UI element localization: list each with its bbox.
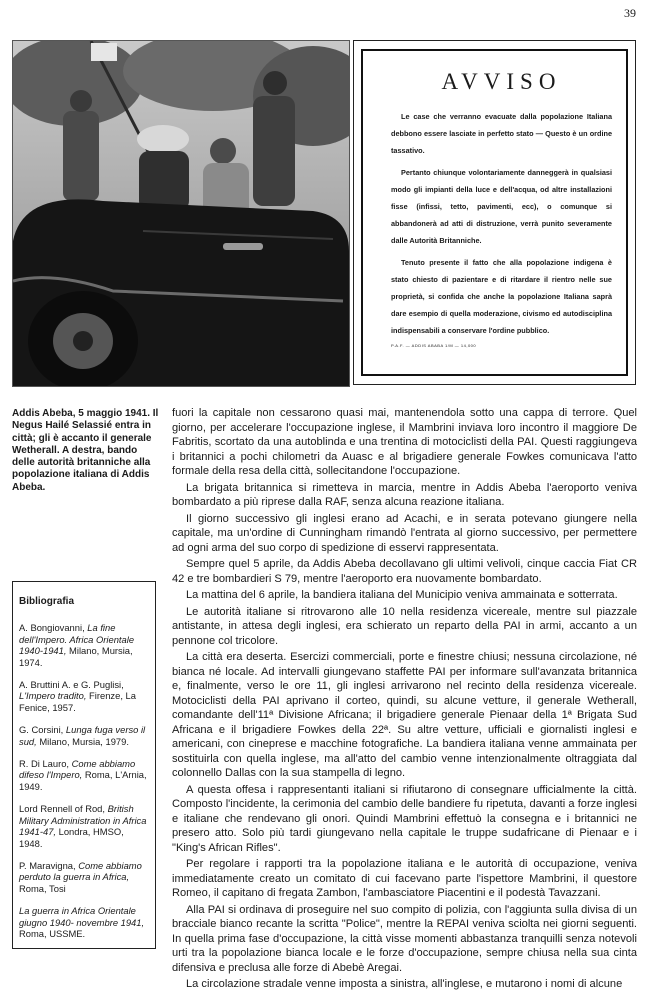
notice-frame: [361, 49, 628, 376]
notice-paragraph: Pertanto chiunque volontariamente danneggerà in qualsiasi modo gli impianti della luce e dell'acqua, od altre installazioni fisse (infissi, tetto, pavimenti, ecc), o comunque si abbandonerà ad atti di distruzione, verrà punito severamente dalle Autorità Britanniche.: [391, 168, 612, 245]
body-paragraph: A questa offesa i rappresentanti italiani si rifiutarono di consegnare ufficialmente la città. Composto l'incidente, la cerimonia del cambio delle bandiere fu ripetuta, davanti a forze inglesi e italiane che rendevano gli onori. Quindi Mambrini effettuò la consegna e i britannici ne presero atto. Solo più tardi giungevano nella capitale le truppe sudafricane di Pienaar e i "King's African Rifles".: [172, 783, 637, 854]
notice-title: AVVISO: [441, 69, 562, 94]
body-paragraph: Alla PAI si ordinava di proseguire nel suo compito di polizia, con l'aggiunta sulla divisa di un bracciale bianco recante la scritta "Police", mentre la REPAI veniva sciolta nei giorni seguenti. In quella prima fase d'occupazione, la città visse momenti abbastanza tranquilli senza notevoli urti tra la popolazione bianca locale e le forze d'occupazione, sempre chiusa nella sua cinta difensiva e preclusa alle forze di Abebè Aregai.: [172, 903, 637, 974]
bibliography-entry: La guerra in Africa Orientale giugno 1940- novembre 1941, Roma, USSME.: [19, 905, 145, 939]
photo-illustration: [13, 41, 349, 386]
bibliography-title: Bibliografia: [19, 596, 75, 607]
article-body: [172, 406, 637, 994]
notice-poster: [353, 40, 636, 385]
page-number: 39: [624, 6, 636, 20]
bibliography-entry: Lord Rennell of Rod, British Military Administration in Africa 1941-47, Londra, HMSO, 1948.: [19, 803, 147, 849]
body-paragraph: Sempre quel 5 aprile, da Addis Abeba decollavano gli ultimi velivoli, cinque caccia Fiat CR 42 e tre bombardieri S 79, mentre l'aeroporto era nuovamente bombardato.: [172, 558, 637, 585]
body-paragraph: Il giorno successivo gli inglesi erano ad Acachi, e in serata potevano giungere nella capitale, ma un'ordine di Cunningham rimandò l'entrata al giorno successivo, per permettere ad ogni arma del suo corpo di spedizione di esservi rappresentata.: [172, 512, 637, 554]
historical-photo: [12, 40, 350, 387]
bibliography-entry: G. Corsini, Lunga fuga verso il sud, Milano, Mursia, 1979.: [19, 724, 146, 747]
notice-paragraph: Tenuto presente il fatto che alla popolazione indigena è stato chiesto di pazientare e di ritardare il rientro nelle sue proprietà, si confida che anche la popolazione Italiana saprà dare esempio di quella moderazione, civismo ed autodisciplina indispensabili a conservare l'ordine pubblico.: [391, 258, 612, 335]
notice-paragraph: Le case che verranno evacuate dalla popolazione Italiana debbono essere lasciate in perfetto stato — Questo è un ordine tassativo.: [391, 112, 612, 155]
body-paragraph: La brigata britannica si rimetteva in marcia, mentre in Addis Abeba l'aeroporto veniva bombardato a più riprese dalla RAF, senza alcuna reazione italiana.: [172, 481, 637, 508]
photo-caption: Addis Abeba, 5 maggio 1941. Il Negus Hailé Selassié entra in città; gli è accanto il generale Wetherall. A destra, bando delle autorità britanniche alla popolazione italiana di Addis Abeba.: [12, 408, 159, 493]
bibliography-entry: P. Maravigna, Come abbiamo perduto la guerra in Africa, Roma, Tosi: [19, 859, 142, 894]
body-paragraph: Le autorità italiane si ritrovarono alle 10 nella residenza vicereale, mentre sul piazzale antistante, in attesa degli inglesi, era schierato un reparto della PAI in armi, accanto a un pennone col tricolore.: [172, 605, 637, 647]
body-paragraph: La mattina del 6 aprile, la bandiera italiana del Municipio veniva ammainata e sotterrata.: [186, 589, 618, 601]
body-paragraph: La circolazione stradale venne imposta a sinistra, all'inglese, e mutarono i nomi di alcune: [186, 978, 623, 990]
notice-printer-line: P.A.F. — ADDIS ABABA 1/M — 14,000: [391, 343, 477, 349]
bibliography-entry: A. Bruttini A. e G. Puglisi, L'Impero tradito, Firenze, La Fenice, 1957.: [19, 679, 136, 713]
body-paragraph: Per regolare i rapporti tra la popolazione italiana e le autorità di occupazione, veniva immediatamente creato un comitato di cui facevano parte l'ispettore Mambrini, il questore Romeo, il capitano di fregata Zambon, l'ambasciatore Piacentini e il podestà Tavazzani.: [172, 858, 637, 899]
body-paragraph: fuori la capitale non cessarono quasi mai, mantenendola sotto una cappa di terrore. Quel giorno, per accelerare l'occupazione inglese, il Mambrini inviava loro incontro il maggiore De Fabritis, scortato da una autoblinda e una trentina di motociclisti della PAI. Questi raggiungeva i britannici a pochi chilometri da Auasc e al brigadiere generale Fowkes comunicava l'atto formale della resa della città, sollecitandone l'occupazione.: [172, 407, 637, 477]
bibliography-entry: A. Bongiovanni, La fine dell'Impero. Africa Orientale 1940-1941, Milano, Mursia, 1974.: [19, 622, 135, 668]
bibliography-box: [12, 581, 156, 949]
bibliography-entry: R. Di Lauro, Come abbiamo difeso l'Impero, Roma, L'Arnia, 1949.: [19, 758, 147, 792]
body-paragraph: La città era deserta. Esercizi commerciali, porte e finestre chiusi; nessuna circolazione, né bianca né locale. Ad intervalli giungevano staffette PAI per informare sull'avanzata britannica e, finalmente, verso le ore 11, gli inglesi arrivarono nel recinto della residenza vicereale. Motociclisti della PAI aprivano il corteo, quindi, su alcune vetture, il generale Wetherall, comandante dell'11ª Divisione Africana; il brigadiere generale Pienaar della 1ª Brigata Sud Africana e il brigadiere Fowkes della 22ª. Su altre vetture, ufficiali e giornalisti inglesi e americani, con cineprese e macchine fotografiche. La bandiera italiana venne ammainata per sostituirla con quella inglese, ma all'atto del cambio venne intenzionalmente oltraggiata dal colonnello Dallas con la sua stampella di legno.: [172, 651, 637, 779]
